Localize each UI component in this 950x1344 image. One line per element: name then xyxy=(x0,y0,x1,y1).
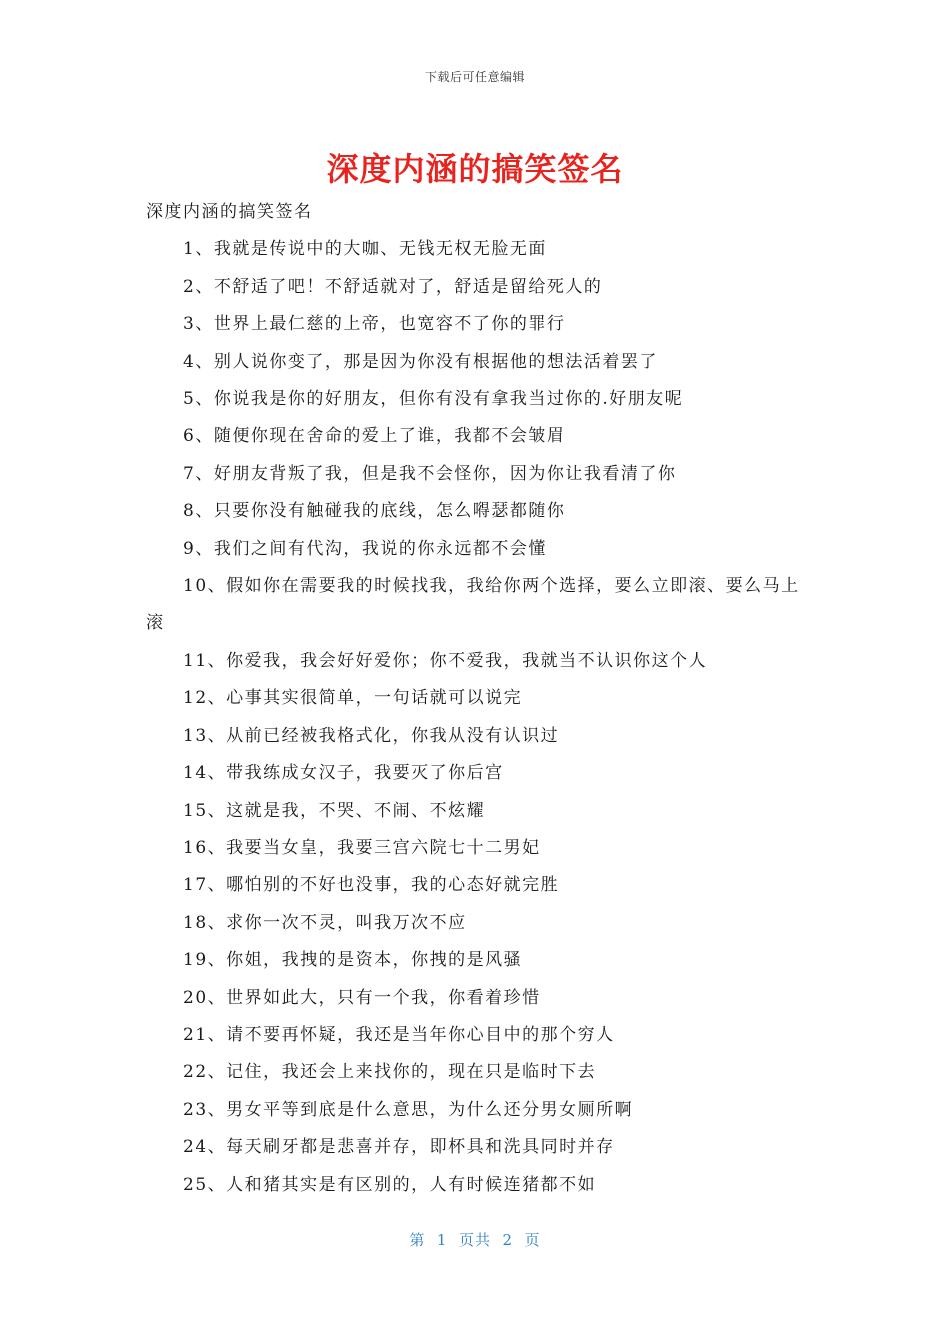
signature-entry: 17、哪怕别的不好也没事，我的心态好就完胜 xyxy=(183,875,560,896)
signature-entry: 5、你说我是你的好朋友，但你有没有拿我当过你的.好朋友呢 xyxy=(183,389,684,410)
signature-entry: 6、随便你现在舍命的爱上了谁，我都不会皱眉 xyxy=(183,426,566,447)
signature-entry: 3、世界上最仁慈的上帝，也宽容不了你的罪行 xyxy=(183,314,566,335)
document-body xyxy=(146,194,806,1204)
signature-entry: 7、好朋友背叛了我，但是我不会怪你，因为你让我看清了你 xyxy=(183,463,677,484)
signature-entry: 12、心事其实很简单，一句话就可以说完 xyxy=(183,688,523,709)
signature-entry: 13、从前已经被我格式化，你我从没有认识过 xyxy=(183,725,560,746)
signature-entry: 16、我要当女皇，我要三宫六院七十二男妃 xyxy=(183,837,541,858)
signature-entry: 4、别人说你变了，那是因为你没有根据他的想法活着罢了 xyxy=(183,351,658,372)
signature-entry: 25、人和猪其实是有区别的，人有时候连猪都不如 xyxy=(183,1174,597,1195)
signature-list xyxy=(146,231,806,1204)
page-footer: 第 1 页共 2 页 xyxy=(409,1231,541,1249)
signature-entry: 8、只要你没有触碰我的底线，怎么嘚瑟都随你 xyxy=(183,501,566,522)
signature-entry: 21、请不要再怀疑，我还是当年你心目中的那个穷人 xyxy=(183,1024,615,1045)
signature-entry: 11、你爱我，我会好好爱你；你不爱我，我就当不认识你这个人 xyxy=(183,650,708,671)
document-title: 深度内涵的搞笑签名 xyxy=(326,150,624,188)
signature-entry: 18、求你一次不灵，叫我万次不应 xyxy=(183,912,467,933)
signature-entry: 10、假如你在需要我的时候找我，我给你两个选择，要么立即滚、要么马上滚 xyxy=(146,576,800,634)
signature-entry: 24、每天刷牙都是悲喜并存，即杯具和洗具同时并存 xyxy=(183,1137,615,1158)
signature-entry: 2、不舒适了吧！不舒适就对了，舒适是留给死人的 xyxy=(183,276,603,297)
signature-entry: 15、这就是我，不哭、不闹、不炫耀 xyxy=(183,800,486,821)
signature-entry: 19、你姐，我拽的是资本，你拽的是风骚 xyxy=(183,950,523,971)
signature-entry: 1、我就是传说中的大咖、无钱无权无脸无面 xyxy=(183,239,547,260)
header-note: 下载后可任意编辑 xyxy=(424,70,525,84)
signature-entry: 20、世界如此大，只有一个我，你看着珍惜 xyxy=(183,987,541,1008)
document-subtitle: 深度内涵的搞笑签名 xyxy=(146,202,313,222)
signature-entry: 22、记住，我还会上来找你的，现在只是临时下去 xyxy=(183,1062,597,1083)
signature-entry: 14、带我练成女汉子，我要灭了你后宫 xyxy=(183,763,504,784)
signature-entry: 23、男女平等到底是什么意思，为什么还分男女厕所啊 xyxy=(183,1099,634,1120)
signature-entry: 9、我们之间有代沟，我说的你永远都不会懂 xyxy=(183,538,547,559)
